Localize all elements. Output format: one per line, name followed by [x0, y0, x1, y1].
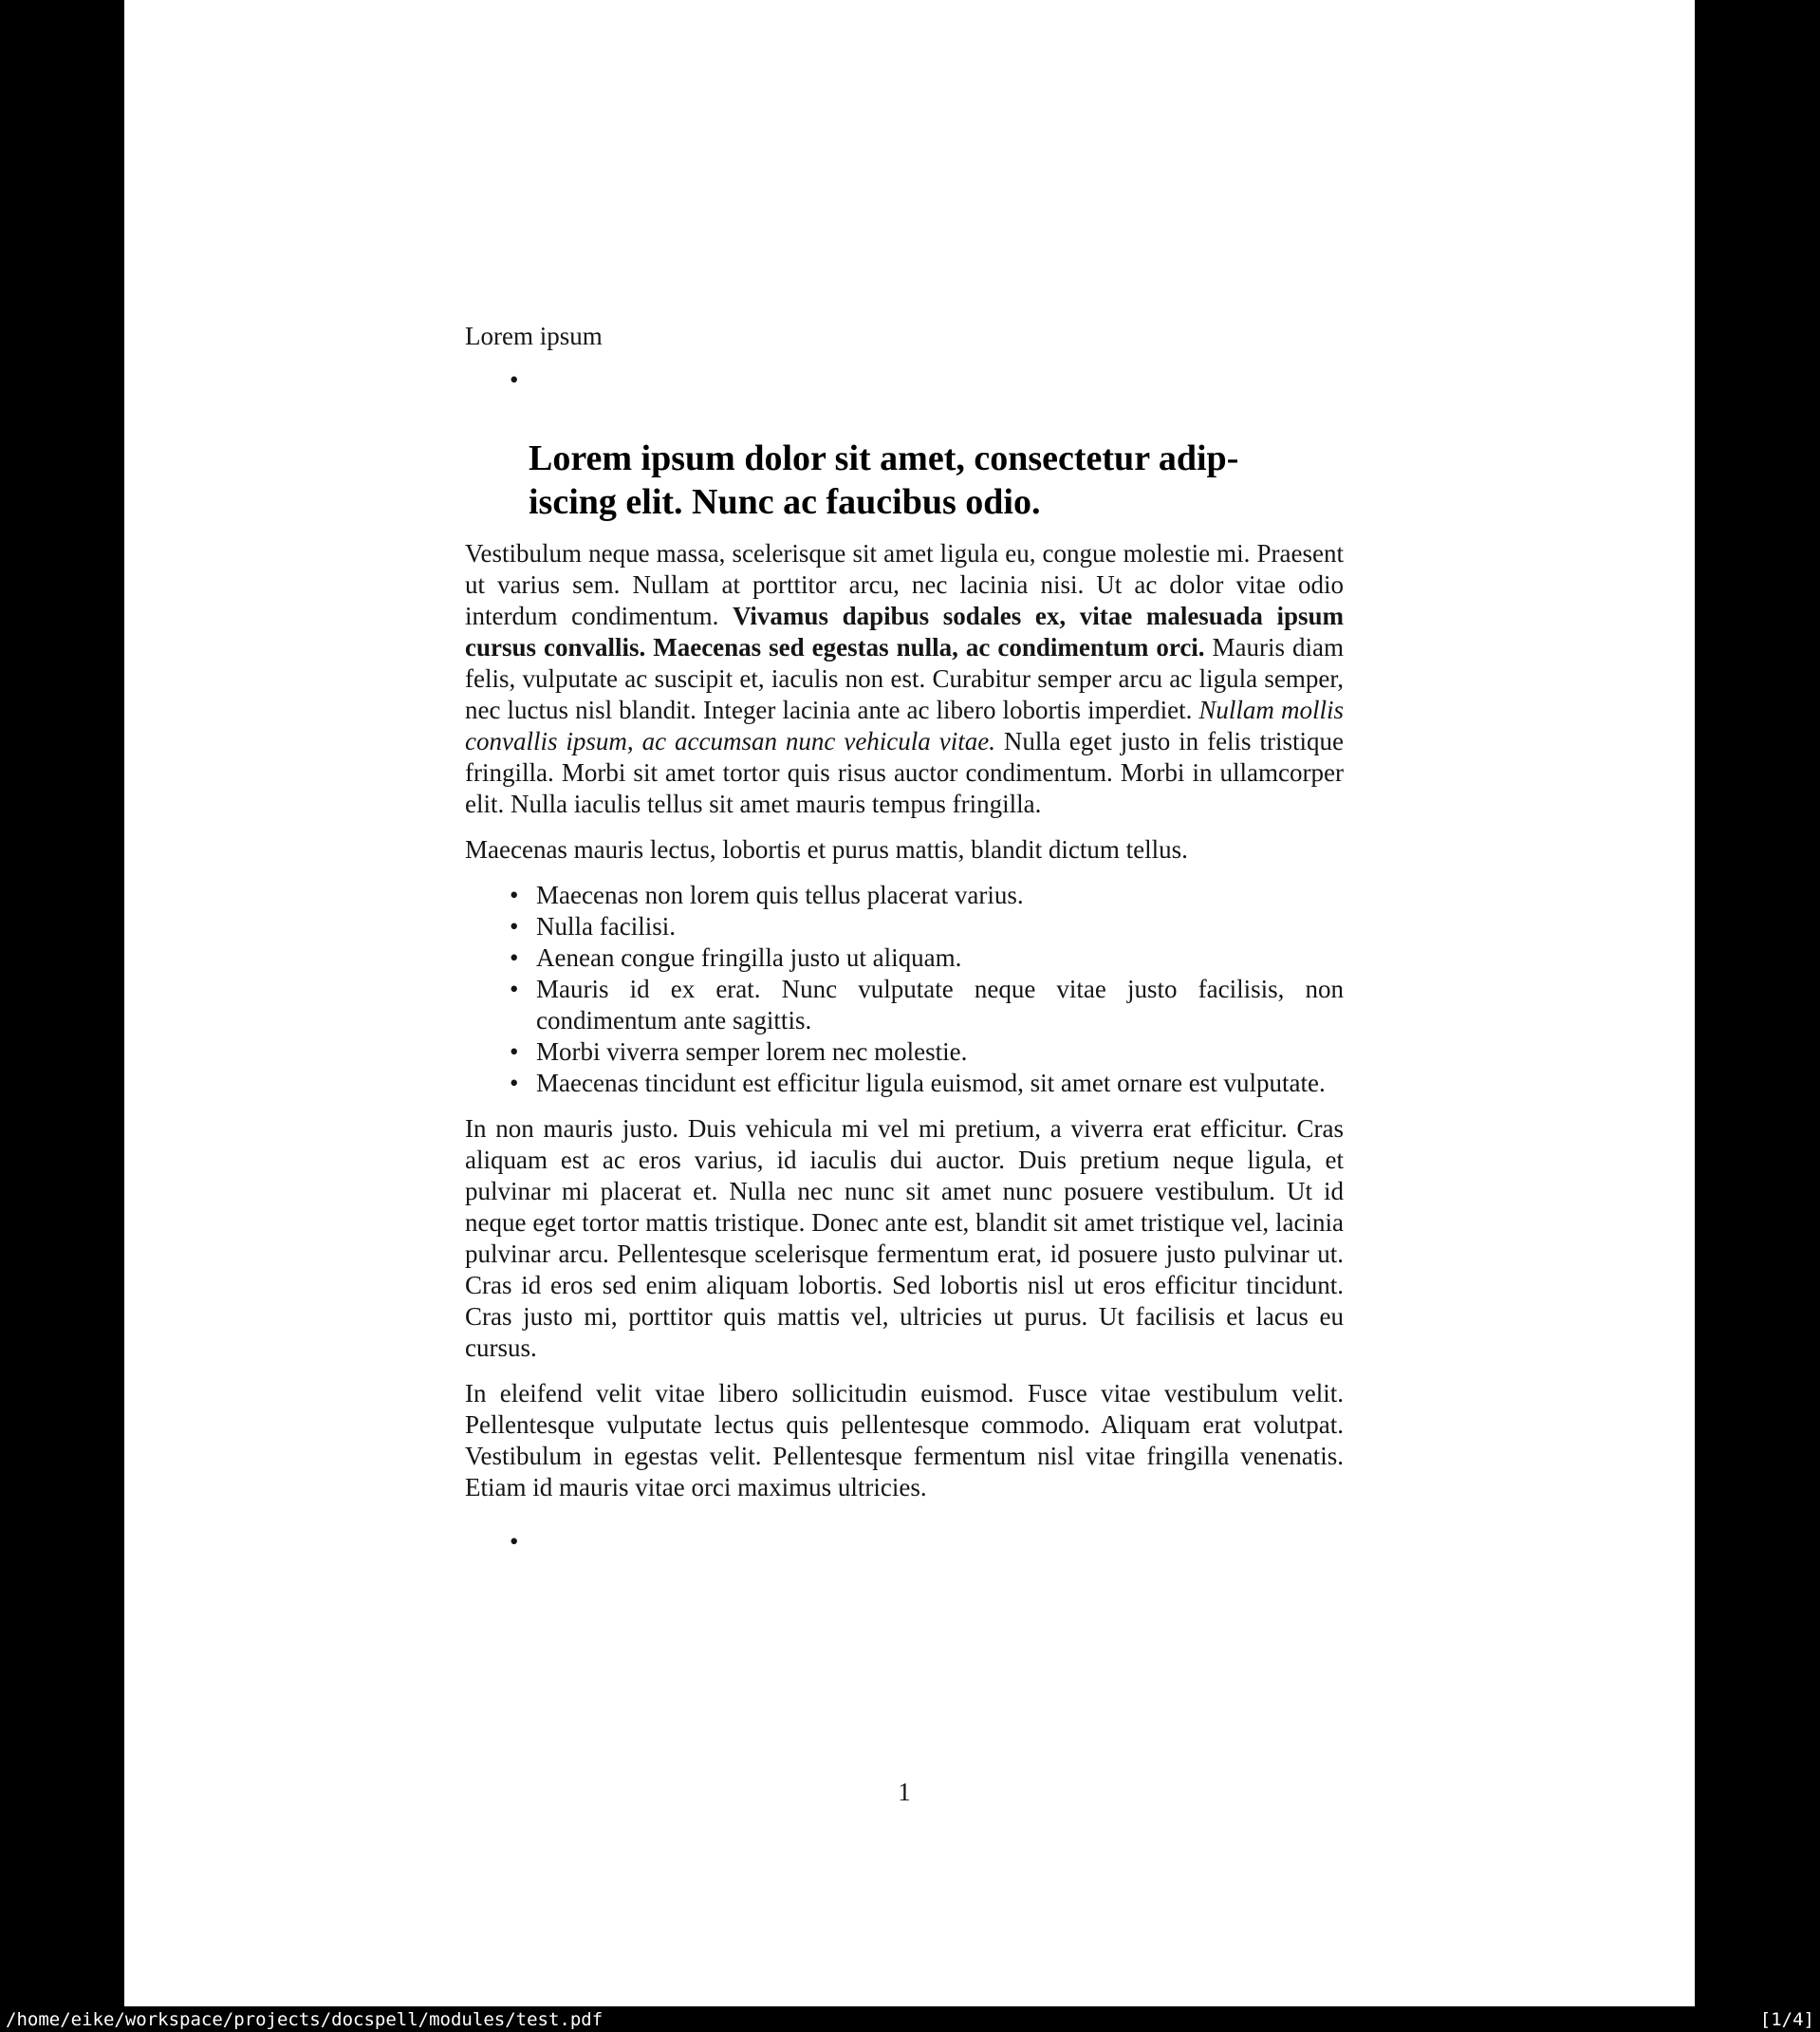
list-item — [510, 911, 1344, 942]
page-content — [465, 0, 1344, 1557]
bullet-list — [465, 880, 1344, 1099]
list-item-text: Nulla facilisi. — [536, 912, 676, 941]
bullet-icon: • — [510, 1037, 519, 1066]
list-item-text: Aenean congue fringilla justo ut aliquam. — [536, 943, 962, 972]
paragraph-1-text: Mauris diam felis, vulputate ac suscipit et, iaculis non est. Curabitur semper arcu ac ligula semper, nec luctus nisl blandit. Integer lacinia ante ac libero lobortis imperdiet. — [465, 633, 1344, 724]
paragraph-1-text: Nulla eget justo in felis tristique fringilla. Morbi sit amet tortor quis risus auctor condimentum. Morbi in ullamcorper elit. Nulla iaculis tellus sit amet mauris tempus fringilla. — [465, 727, 1344, 818]
list-item-text: Mauris id ex erat. Nunc vulputate neque vitae justo facilisis, non condimentum ante sagittis. — [536, 975, 1344, 1035]
list-item — [510, 1036, 1344, 1068]
paragraph-4: In eleifend velit vitae libero sollicitudin euismod. Fusce vitae vestibulum velit. Pellentesque vulputate lectus quis pellentesque commodo. Aliquam erat volutpat. Vestibulum in egestas velit. Pellentesque fermentum nisl vitae fringilla venenatis. Etiam id mauris vitae orci maximus ultricies. — [465, 1379, 1344, 1501]
pdf-page — [124, 0, 1695, 2006]
list-item-text: Maecenas non lorem quis tellus placerat varius. — [536, 881, 1024, 909]
list-item-text: Maecenas tincidunt est efficitur ligula euismod, sit amet ornare est vulputate. — [536, 1069, 1326, 1097]
bullet-icon: • — [510, 975, 519, 1003]
file-path: /home/eike/workspace/projects/docspell/modules/test.pdf — [6, 2008, 604, 2030]
paragraph-2: Maecenas mauris lectus, lobortis et purus mattis, blandit dictum tellus. — [465, 835, 1188, 864]
bullet-icon: • — [510, 365, 519, 394]
section-heading-line-2: iscing elit. Nunc ac faucibus odio. — [529, 482, 1041, 522]
list-item — [510, 974, 1344, 1036]
paragraph-1-text: Vestibulum neque massa, scelerisque sit amet ligula eu, congue molestie mi. Praesent ut varius sem. Nullam at porttitor arcu, nec lacinia nisi. Ut ac dolor vitae odio interdum condimentum. — [465, 539, 1344, 630]
page-number: 1 — [898, 1778, 911, 1806]
bullet-icon: • — [510, 912, 519, 941]
bullet-icon: • — [510, 1527, 519, 1556]
page-indicator: [1/4] — [1759, 2008, 1814, 2030]
empty-list-item-top — [465, 364, 1344, 396]
empty-list-item-bottom — [465, 1526, 1344, 1557]
intro-line: Lorem ipsum — [465, 322, 603, 350]
section-heading-line-1: Lorem ipsum dolor sit amet, consectetur adip- — [529, 438, 1239, 478]
bullet-icon: • — [510, 881, 519, 909]
paragraph-1-bold-text: Vivamus dapibus sodales ex, vitae malesuada ipsum cursus convallis. Maecenas sed egestas nulla, ac condimentum orci. — [465, 602, 1344, 662]
list-item — [510, 880, 1344, 911]
paragraph-3: In non mauris justo. Duis vehicula mi vel mi pretium, a viverra erat efficitur. Cras aliquam est ac eros varius, id iaculis dui auctor. Duis pretium neque ligula, et pulvinar mi placerat et. Nulla nec nunc sit amet nunc posuere vestibulum. Ut id neque eget tortor mattis tristique. Donec ante est, blandit sit amet tristique vel, lacinia pulvinar arcu. Pellentesque scelerisque fermentum erat, id posuere justo pulvinar ut. Cras id eros sed enim aliquam lobortis. Sed lobortis nisl ut eros efficitur tincidunt. Cras justo mi, porttitor quis mattis vel, ultricies ut purus. Ut facilisis et lacus eu cursus. — [465, 1114, 1344, 1362]
paragraph-1 — [465, 538, 1344, 820]
section-heading — [529, 437, 1344, 524]
paragraph-1-italic-text: Nullam mollis convallis ipsum, ac accumsan nunc vehicula vitae. — [465, 696, 1344, 755]
bullet-icon: • — [510, 1069, 519, 1097]
status-bar — [0, 2006, 1820, 2032]
list-item-text: Morbi viverra semper lorem nec molestie. — [536, 1037, 968, 1066]
bullet-icon: • — [510, 943, 519, 972]
list-item — [510, 942, 1344, 974]
list-item — [510, 1068, 1344, 1099]
